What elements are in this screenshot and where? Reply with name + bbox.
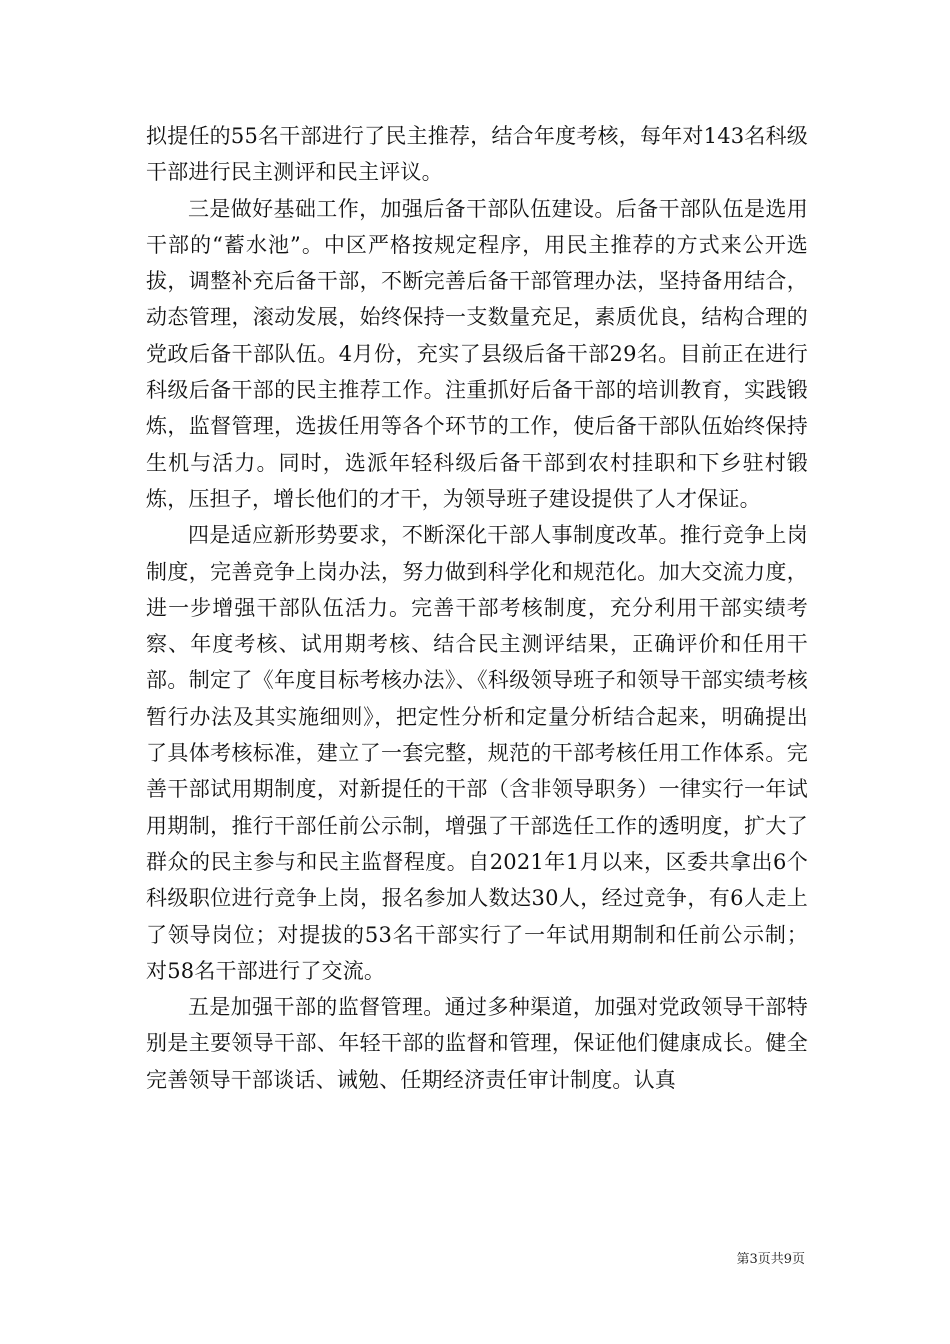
paragraph-reserve-cadres: 三是做好基础工作，加强后备干部队伍建设。后备干部队伍是选用干部的“蓄水池”。中区严格按规定程序，用民主推荐的方式来公开选拔，调整补充后备干部，不断完善后备干部管理办法，坚持备用结合，动态管理，滚动发展，始终保持一支数量充足，素质优良，结构合理的党政后备干部队伍。4月份，充实了县级后备干部29名。目前正在进行科级后备干部的民主推荐工作。注重抓好后备干部的培训教育，实践锻炼，监督管理，选拔任用等各个环节的工作，使后备干部队伍始终保持生机与活力。同时，选派年轻科级后备干部到农村挂职和下乡驻村锻炼，压担子，增长他们的才干，为领导班子建设提供了人才保证。 xyxy=(146,196,808,511)
paragraph-continuation: 拟提任的55名干部进行了民主推荐，结合年度考核，每年对143名科级干部进行民主测评和民主评议。 xyxy=(146,124,808,185)
page-number-footer: 第3页共9页 xyxy=(736,1252,805,1267)
body-text xyxy=(146,118,808,1098)
paragraph-supervision: 五是加强干部的监督管理。通过多种渠道，加强对党政领导干部特别是主要领导干部、年轻干部的监督和管理，保证他们健康成长。健全完善领导干部谈话、诫勉、任期经济责任审计制度。认真 xyxy=(146,995,808,1092)
paragraph-personnel-reform: 四是适应新形势要求，不断深化干部人事制度改革。推行竞争上岗制度，完善竞争上岗办法，努力做到科学化和规范化。加大交流力度，进一步增强干部队伍活力。完善干部考核制度，充分利用干部实绩考察、年度考核、试用期考核、结合民主测评结果，正确评价和任用干部。制定了《年度目标考核办法》、《科级领导班子和领导干部实绩考核暂行办法及其实施细则》，把定性分析和定量分析结合起来，明确提出了具体考核标准，建立了一套完整，规范的干部考核任用工作体系。完善干部试用期制度，对新提任的干部（含非领导职务）一律实行一年试用期制，推行干部任前公示制，增强了干部选任工作的透明度，扩大了群众的民主参与和民主监督程度。自2021年1月以来，区委共拿出6个科级职位进行竞争上岗，报名参加人数达30人，经过竞争，有6人走上了领导岗位；对提拔的53名干部实行了一年试用期制和任前公示制；对58名干部进行了交流。 xyxy=(146,523,808,983)
